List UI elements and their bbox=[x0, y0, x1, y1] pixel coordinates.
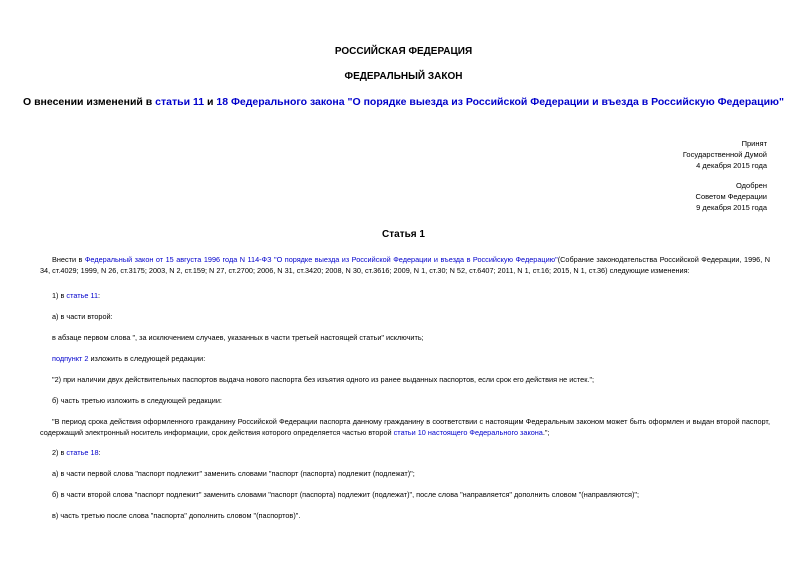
title-prefix: О внесении изменений в bbox=[22, 96, 156, 108]
paragraph-4 bbox=[40, 353, 782, 364]
link-subpoint-2[interactable]: подпункт 2 bbox=[52, 354, 89, 363]
p4-text-post: изложить в следующей редакции: bbox=[88, 354, 206, 363]
p8-text-pre: 2) в bbox=[52, 448, 67, 457]
approved-body: Советом Федерации bbox=[695, 192, 767, 201]
link-article-18[interactable]: статье 18 bbox=[66, 448, 99, 457]
link-article-10[interactable]: статьи 10 настоящего Федерального закона bbox=[393, 428, 543, 437]
accepted-body: Государственной Думой bbox=[682, 150, 767, 159]
paragraph-7 bbox=[40, 416, 770, 438]
paragraph-1 bbox=[40, 290, 782, 301]
header-country: РОССИЙСКАЯ ФЕДЕРАЦИЯ bbox=[334, 46, 473, 57]
intro-text-post: (Собрание законодательства Российской Федерации, 1996, N 34, ст.4029; 1999, N 26, ст.3175; 2003, N 2, ст.159; N 27, ст.2700; 2006, N 31, ст.3420; 2008, N 30, ст.3616; 2009, N 1, ст.30; N 52, ст.6407; 2011, N 1, ст.16; 2015, N 1, ст.36) следующие изменения: bbox=[40, 255, 771, 275]
approved-date: 9 декабря 2015 года bbox=[696, 203, 767, 212]
article-heading: Статья 1 bbox=[382, 229, 425, 240]
paragraph-8 bbox=[40, 447, 782, 458]
accepted-label: Принят bbox=[741, 139, 767, 148]
approved-block bbox=[696, 180, 767, 213]
paragraph-10: б) в части второй слова "паспорт подлежит" заменить словами "паспорт (паспорта) подлежит (подлежат)", после слова "направляется" дополнить словом "(направляются)"; bbox=[52, 490, 639, 499]
paragraph-11: в) часть третью после слова "паспорта" дополнить словом "(паспортов)". bbox=[52, 511, 301, 520]
accepted-date: 4 декабря 2015 года bbox=[696, 161, 767, 170]
intro-text-pre: Внести в bbox=[52, 255, 85, 264]
accepted-block bbox=[683, 138, 767, 171]
p7-text-post: ."; bbox=[542, 428, 550, 437]
p8-text-post: : bbox=[98, 448, 101, 457]
paragraph-intro bbox=[40, 254, 770, 276]
paragraph-2: а) в части второй: bbox=[52, 312, 113, 321]
paragraph-6: б) часть третью изложить в следующей редакции: bbox=[52, 396, 222, 405]
approved-label: Одобрен bbox=[736, 181, 767, 190]
title-link-article-11[interactable]: статьи 11 bbox=[155, 96, 205, 108]
p7-text-pre: "В период срока действия оформленного гражданину Российской Федерации паспорта данному гражданину в соответствии с настоящим Федеральным законом может быть оформлен и выдан второй паспорт, содержащий электронный носитель информации, срок действия которого определяется частью второй bbox=[40, 417, 770, 437]
paragraph-5: "2) при наличии двух действительных паспортов выдача нового паспорта без изъятия одного из ранее выданных паспортов, если срок его действия не истек."; bbox=[52, 375, 595, 384]
paragraph-9: а) в части первой слова "паспорт подлежит" заменить словами "паспорт (паспорта) подлежит (подлежат)"; bbox=[52, 469, 415, 478]
title-mid: и bbox=[204, 96, 217, 108]
paragraph-3: в абзаце первом слова ", за исключением случаев, указанных в части третьей настоящей статьи" исключить; bbox=[52, 333, 424, 342]
header-doc-type: ФЕДЕРАЛЬНЫЙ ЗАКОН bbox=[344, 71, 463, 82]
link-article-11[interactable]: статье 11 bbox=[66, 291, 99, 300]
intro-law-link[interactable]: Федеральный закон от 15 августа 1996 года N 114-ФЗ "О порядке выезда из Российской Федерации и въезда в Российскую Федерацию" bbox=[84, 255, 558, 264]
law-title bbox=[0, 96, 807, 108]
p1-text-pre: 1) в bbox=[52, 291, 67, 300]
p1-text-post: : bbox=[98, 291, 101, 300]
title-link-article-18[interactable]: 18 Федерального закона "О порядке выезда из Российской Федерации и въезда в Российскую Федерацию" bbox=[216, 96, 785, 108]
